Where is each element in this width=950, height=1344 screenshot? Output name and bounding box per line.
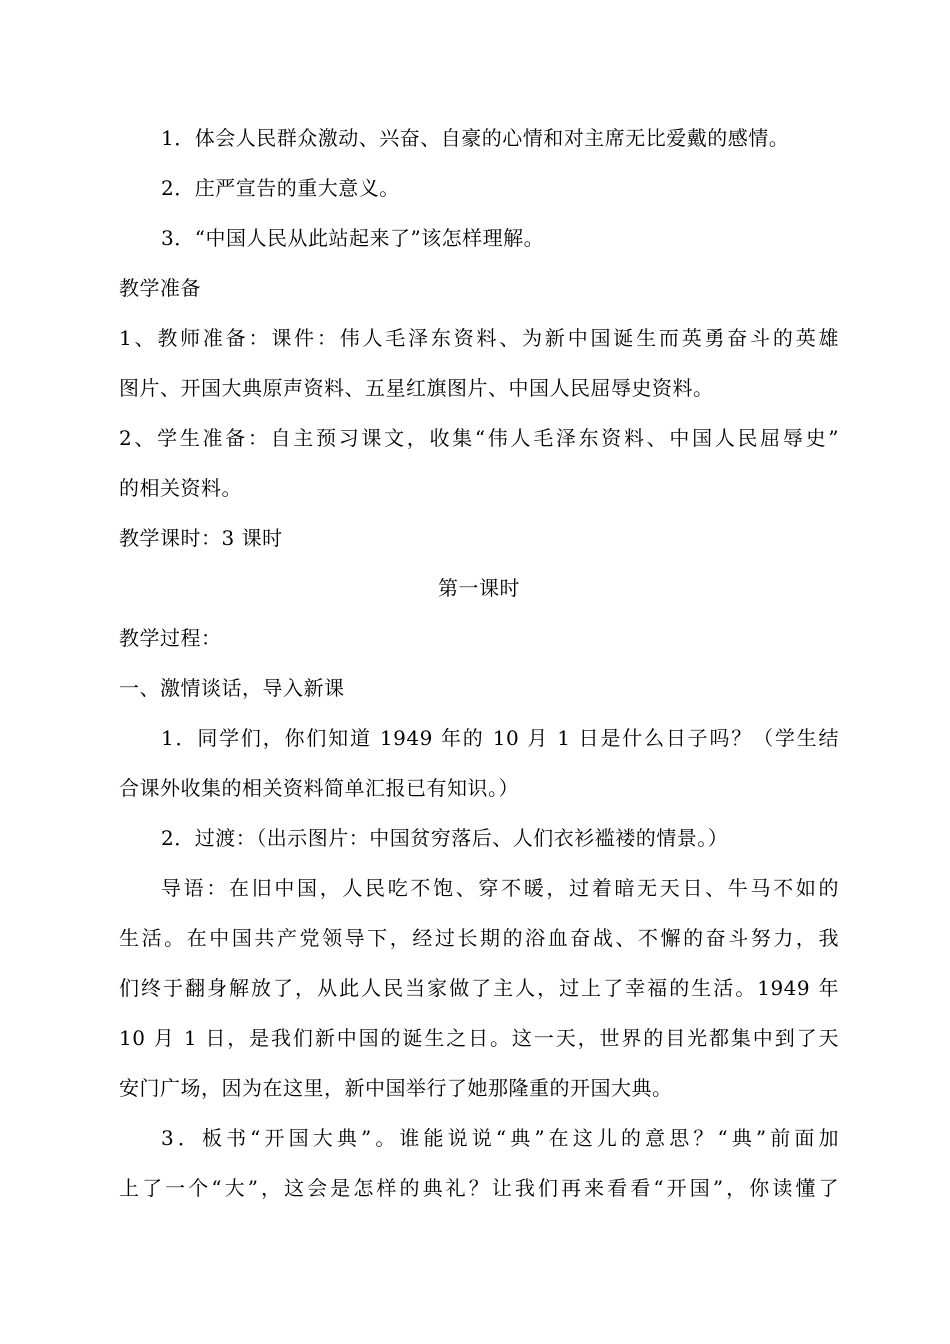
paragraph-line: 2．过渡：（出示图片：中国贫穷落后、人们衣衫褴褛的情景。）: [161, 826, 729, 850]
paragraph-line: 生活。在中国共产党领导下，经过长期的浴血奋战、不懈的奋斗努力，我: [119, 926, 839, 950]
teacher-prep-line-1: 1、教师准备：课件：伟人毛泽东资料、为新中国诞生而英勇奋斗的英雄: [119, 326, 839, 350]
paragraph-line: 上了一个“大”，这会是怎样的典礼？让我们再来看看“开国”，你读懂了: [119, 1176, 839, 1200]
class-hours: 教学课时：3 课时: [119, 526, 283, 550]
objective-3: 3．“中国人民从此站起来了”该怎样理解。: [161, 226, 545, 250]
paragraph-line: 导语：在旧中国，人民吃不饱、穿不暖，过着暗无天日、牛马不如的: [161, 876, 839, 900]
teacher-prep-line-2: 图片、开国大典原声资料、五星红旗图片、中国人民屈辱史资料。: [119, 376, 714, 400]
student-prep-line-1: 2、学生准备：自主预习课文，收集“伟人毛泽东资料、中国人民屈辱史”: [119, 426, 839, 450]
section-heading-preparation: 教学准备: [119, 276, 201, 300]
section-heading-process: 教学过程：: [119, 626, 222, 650]
student-prep-line-2: 的相关资料。: [119, 476, 242, 500]
paragraph-line: 10 月 1 日，是我们新中国的诞生之日。这一天，世界的目光都集中到了天: [119, 1026, 839, 1050]
objective-1: 1．体会人民群众激动、兴奋、自豪的心情和对主席无比爱戴的感情。: [161, 126, 790, 150]
paragraph-line: 安门广场，因为在这里，新中国举行了她那隆重的开国大典。: [119, 1076, 673, 1100]
document-body: [119, 113, 839, 1213]
paragraph-line: 合课外收集的相关资料简单汇报已有知识。）: [119, 776, 519, 800]
paragraph-line: 1．同学们，你们知道 1949 年的 10 月 1 日是什么日子吗？（学生结: [161, 726, 839, 750]
step-heading-1: 一、激情谈话，导入新课: [119, 676, 345, 700]
objective-2: 2．庄严宣告的重大意义。: [161, 176, 400, 200]
paragraph-line: 3．板书“开国大典”。谁能说说“典”在这儿的意思？“典”前面加: [161, 1126, 839, 1150]
paragraph-line: 们终于翻身解放了，从此人民当家做了主人，过上了幸福的生活。1949 年: [119, 976, 839, 1000]
lesson-title: 第一课时: [438, 576, 520, 600]
